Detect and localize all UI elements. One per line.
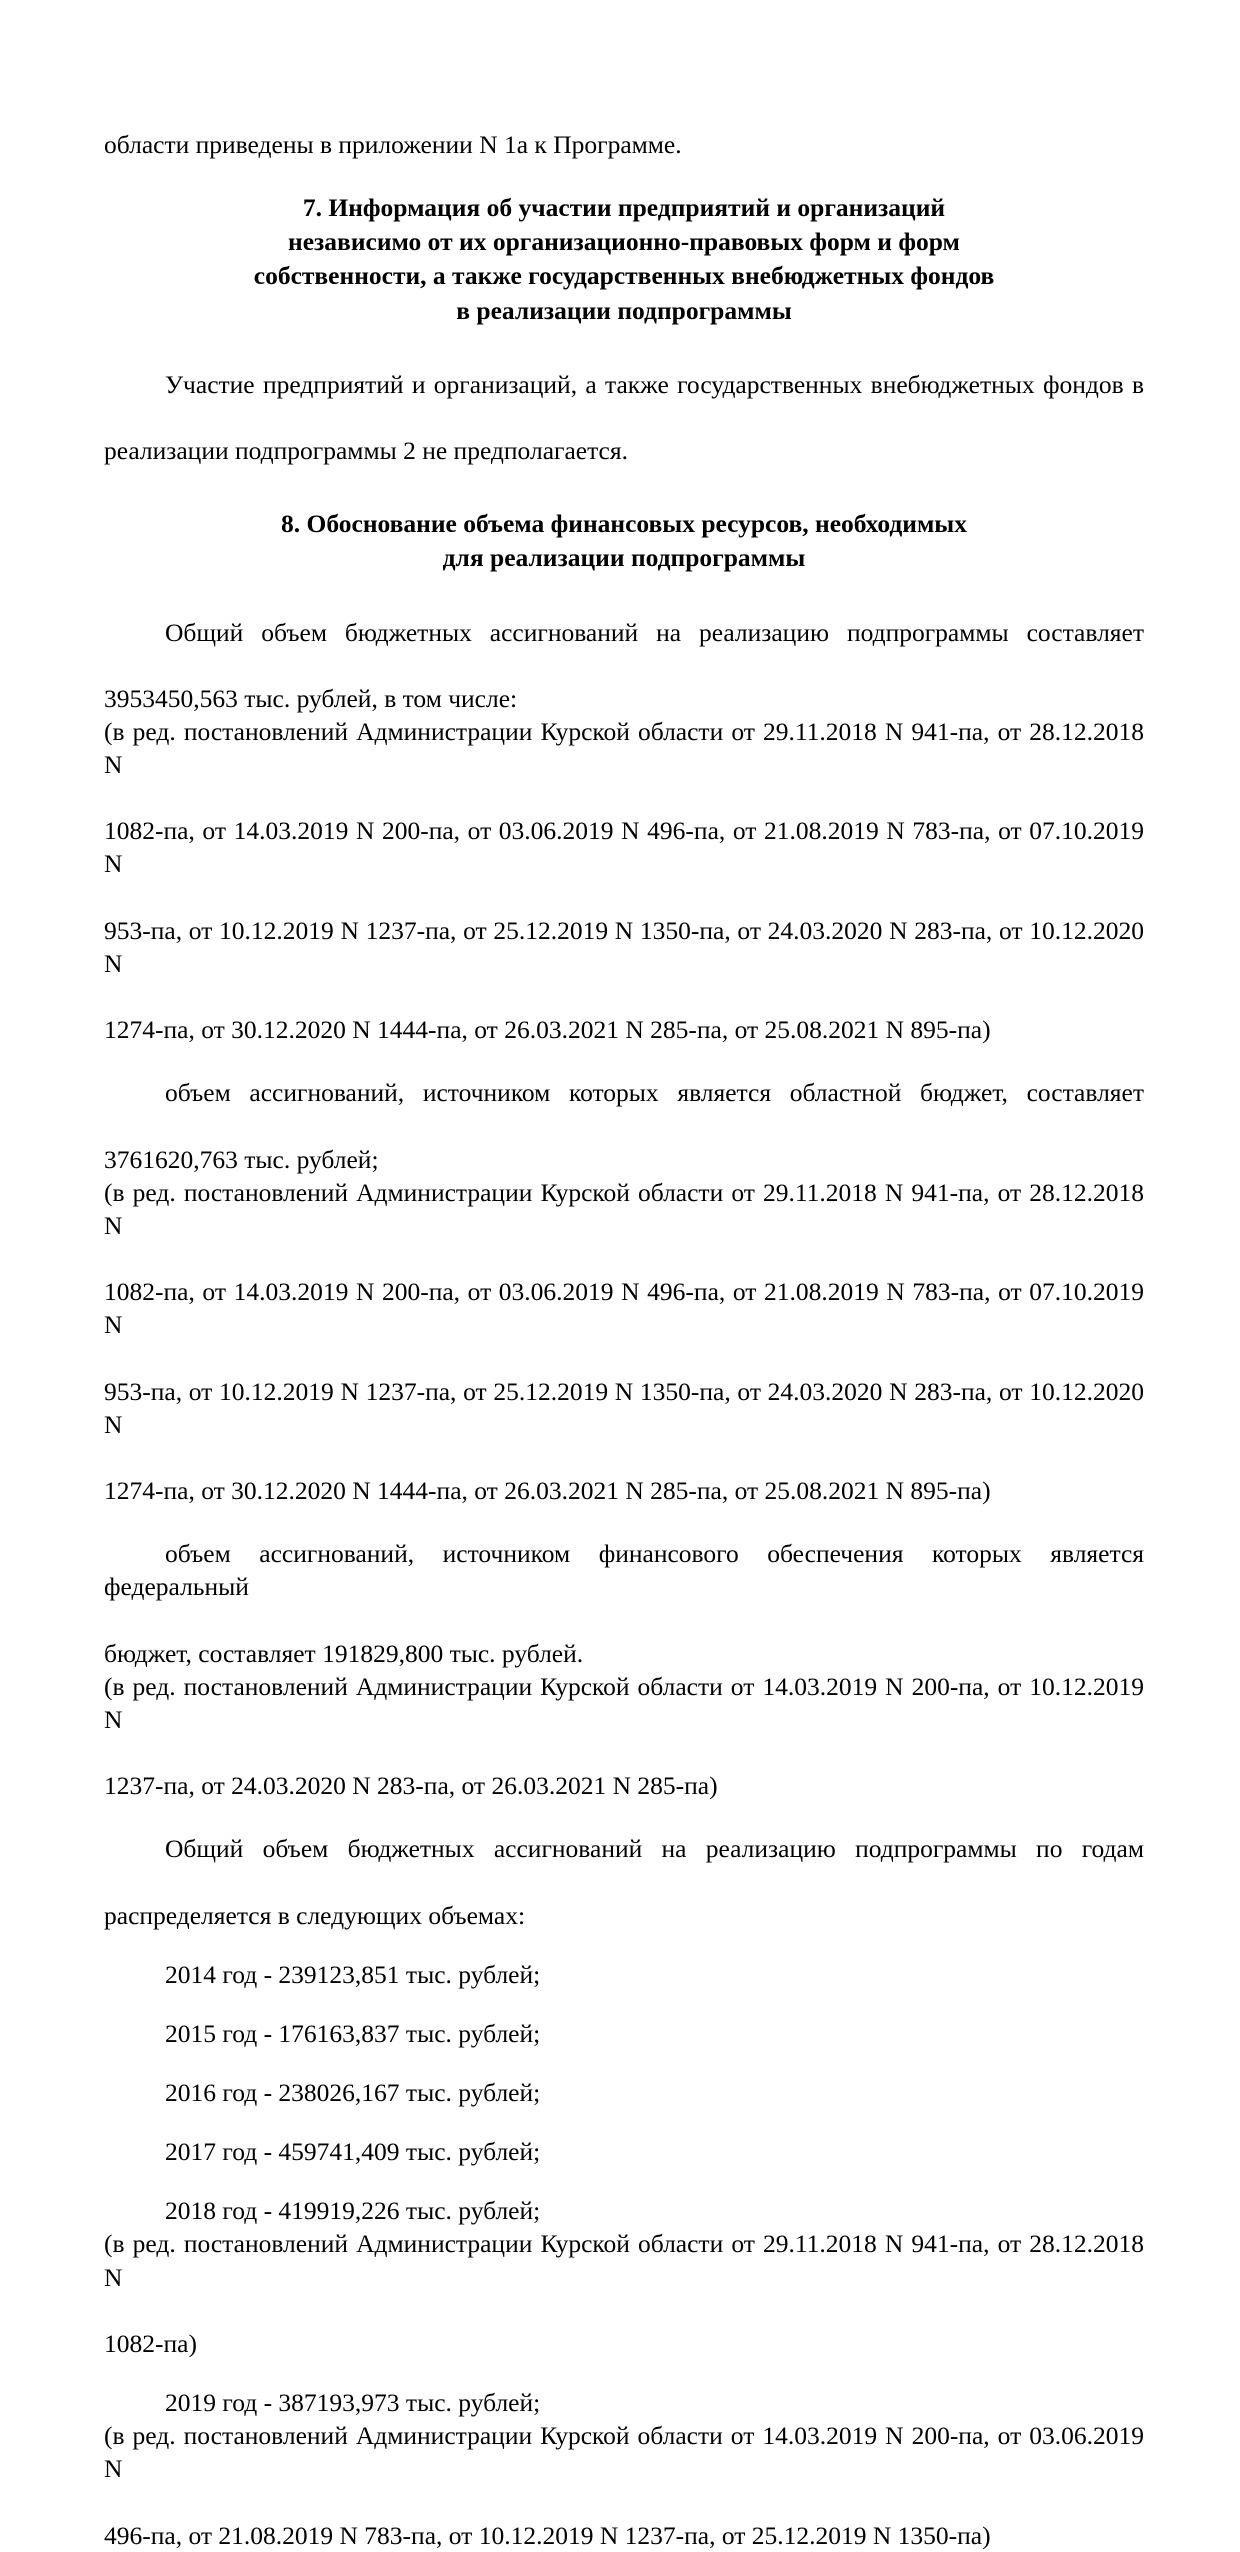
citation-2-line-2: [104, 1275, 1144, 1374]
citation-2-text-2: 1082-па, от 14.03.2019 N 200-па, от 03.06.2019 N 496-па, от 21.08.2019 N 783-па, от 07.10.2019 N: [104, 1277, 1144, 1340]
section-7-heading-line-3: собственности, а также государственных внебюджетных фондов: [253, 261, 995, 291]
citation-2-line-4: 1274-па, от 30.12.2020 N 1444-па, от 26.03.2021 N 285-па, от 25.08.2021 N 895-па): [104, 1476, 991, 1506]
citation-4-text-1: (в ред. постановлений Администрации Курской области от 29.11.2018 N 941-па, от 28.12.2018 N: [104, 2229, 1144, 2292]
section-7-body-line-2: реализации подпрограммы 2 не предполагается.: [104, 436, 628, 466]
spacer: [104, 1507, 1144, 1537]
citation-3-line-1: [104, 1670, 1144, 1769]
citation-2-line-3: [104, 1375, 1144, 1474]
federal-budget-text: объем ассигнований, источником финансового обеспечения которых является федеральный: [104, 1539, 1144, 1602]
section-8-paragraph-4-line-1: [104, 1832, 1144, 1898]
citation-1-text-2: 1082-па, от 14.03.2019 N 200-па, от 03.06.2019 N 496-па, от 21.08.2019 N 783-па, от 07.10.2019 N: [104, 816, 1144, 879]
citation-1-line-1: [104, 715, 1144, 814]
citation-3-line-2: 1237-па, от 24.03.2020 N 283-па, от 26.03.2021 N 285-па): [104, 1771, 718, 1801]
section-8-paragraph-1-line-1: [104, 616, 1144, 682]
section-7-body-line-1: [104, 368, 1144, 434]
section-8-paragraph-2-line-2: 3761620,763 тыс. рублей;: [104, 1144, 379, 1174]
year-amount-2014: 2014 год - 239123,851 тыс. рублей;: [165, 1959, 541, 1989]
citation-5-line-2: 496-па, от 21.08.2019 N 783-па, от 10.12.2019 N 1237-па, от 25.12.2019 N 1350-па): [104, 2520, 991, 2550]
spacer: [104, 161, 1144, 191]
year-amount-2018: 2018 год - 419919,226 тыс. рублей;: [165, 2196, 541, 2226]
section-8-paragraph-3-line-1: [104, 1537, 1144, 1636]
year-amount-2019: 2019 год - 387193,973 тыс. рублей;: [165, 2387, 541, 2417]
section-8-heading-line-1: 8. Обоснование объема финансовых ресурсов, необходимых: [281, 509, 967, 539]
spacer: [104, 2168, 1144, 2194]
year-amount-2017: 2017 год - 459741,409 тыс. рублей;: [165, 2137, 541, 2167]
year-amount-2015: 2015 год - 176163,837 тыс. рублей;: [165, 2018, 541, 2048]
section-7-body-text: Участие предприятий и организаций, а также государственных внебюджетных фондов в: [165, 369, 1144, 399]
section-8-paragraph-4-line-2: распределяется в следующих объемах:: [104, 1900, 526, 1930]
total-allocation-text: Общий объем бюджетных ассигнований на реализацию подпрограммы составляет: [165, 617, 1144, 647]
section-7-heading-line-2: независимо от их организационно-правовых форм и форм: [288, 227, 960, 257]
continued-paragraph: области приведены в приложении N 1а к Программе.: [104, 130, 682, 159]
citation-4-line-2: 1082-па): [104, 2328, 197, 2358]
citation-4-line-1: [104, 2227, 1144, 2326]
citation-2-text-3: 953-па, от 10.12.2019 N 1237-па, от 25.12.2019 N 1350-па, от 24.03.2020 N 283-па, от 10.12.2020 N: [104, 1376, 1144, 1439]
citation-1-text-1: (в ред. постановлений Администрации Курской области от 29.11.2018 N 941-па, от 28.12.2018 N: [104, 716, 1144, 780]
citation-5-text-1: (в ред. постановлений Администрации Курской области от 14.03.2019 N 200-па, от 03.06.2019 N: [104, 2421, 1144, 2484]
spacer: [104, 1932, 1144, 1958]
section-7-heading-line-4: в реализации подпрограммы: [456, 295, 792, 325]
citation-5-line-1: [104, 2419, 1144, 2518]
section-8-paragraph-2-line-1: [104, 1076, 1144, 1142]
section-8-paragraph-1-line-2: 3953450,563 тыс. рублей, в том числе:: [104, 683, 518, 713]
citation-1-line-3: [104, 914, 1144, 1013]
spacer: [104, 328, 1144, 368]
citation-1-text-3: 953-па, от 10.12.2019 N 1237-па, от 25.12.2019 N 1350-па, от 24.03.2020 N 283-па, от 10.12.2020 N: [104, 915, 1144, 978]
regional-budget-text: объем ассигнований, источником которых является областной бюджет, составляет: [165, 1078, 1144, 1108]
year-amount-2016: 2016 год - 238026,167 тыс. рублей;: [165, 2077, 541, 2107]
spacer: [104, 2109, 1144, 2135]
spacer: [104, 1991, 1144, 2017]
spacer: [104, 1802, 1144, 1832]
spacer: [104, 467, 1144, 507]
citation-3-text-1: (в ред. постановлений Администрации Курской области от 14.03.2019 N 200-па, от 10.12.2019 N: [104, 1671, 1144, 1734]
citation-2-line-1: [104, 1176, 1144, 1275]
yearly-breakdown-text: Общий объем бюджетных ассигнований на реализацию подпрограммы по годам: [165, 1834, 1144, 1864]
section-8-paragraph-3-line-2: бюджет, составляет 191829,800 тыс. рублей.: [104, 1638, 584, 1668]
document-body: [104, 128, 1144, 2552]
citation-1-line-4: 1274-па, от 30.12.2020 N 1444-па, от 26.03.2021 N 285-па, от 25.08.2021 N 895-па): [104, 1015, 991, 1045]
spacer: [104, 1046, 1144, 1076]
spacer: [104, 2050, 1144, 2076]
citation-2-text-1: (в ред. постановлений Администрации Курской области от 29.11.2018 N 941-па, от 28.12.2018 N: [104, 1177, 1144, 1240]
spacer: [104, 576, 1144, 616]
spacer: [104, 2360, 1144, 2386]
section-7-heading-line-1: 7. Информация об участии предприятий и организаций: [302, 193, 946, 223]
citation-1-line-2: [104, 814, 1144, 913]
section-8-heading-line-2: для реализации подпрограммы: [442, 543, 806, 573]
